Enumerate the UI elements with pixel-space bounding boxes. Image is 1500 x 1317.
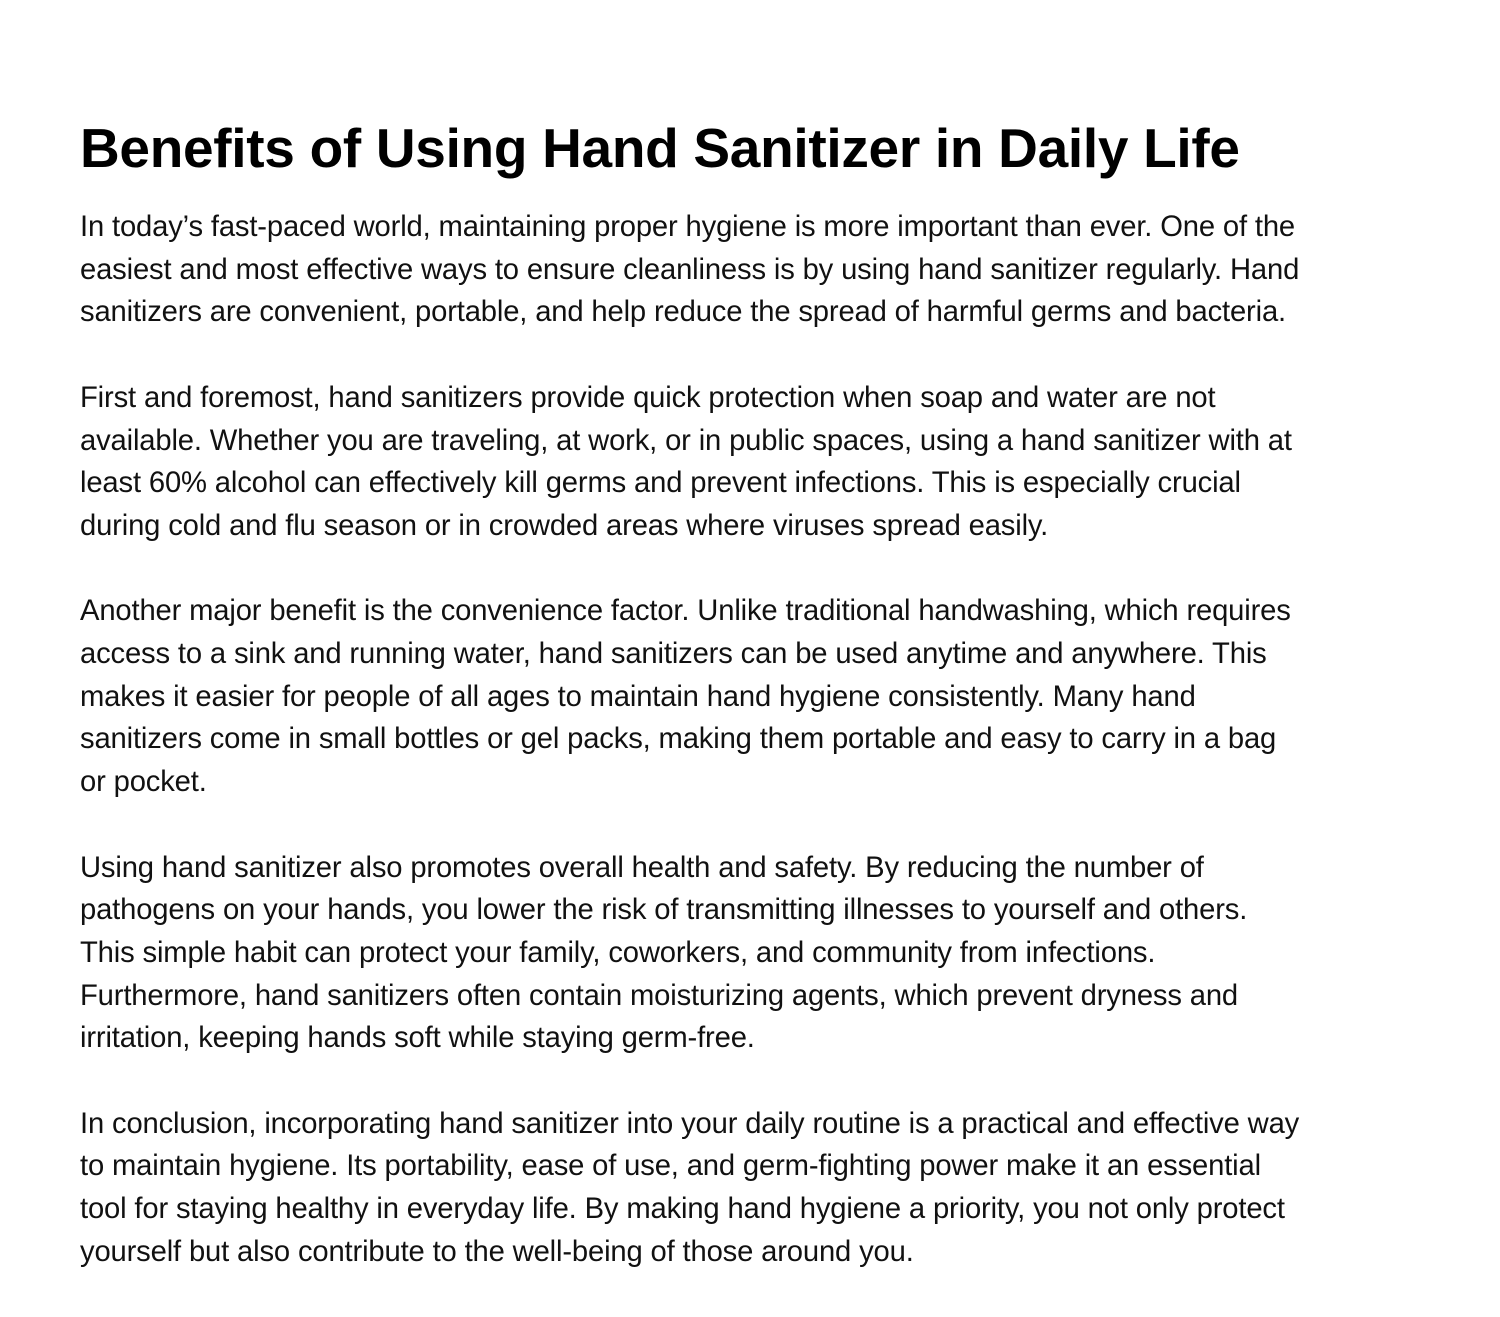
paragraph-line: to maintain hygiene. Its portability, ease of use, and germ-fighting power make it an essential [80,1150,1261,1183]
paragraph-health-safety [80,847,1450,1061]
paragraph-line: access to a sink and running water, hand sanitizers can be used anytime and anywhere. This [80,638,1267,670]
paragraph-line: during cold and flu season or in crowded areas where viruses spread easily. [80,509,1049,542]
paragraph-line: makes it easier for people of all ages to maintain hand hygiene consistently. Many hand [80,680,1196,713]
paragraph-line: easiest and most effective ways to ensure cleanliness is by using hand sanitizer regularly. Hand [80,253,1300,286]
paragraph-line: sanitizers come in small bottles or gel packs, making them portable and easy to carry in a bag [80,723,1277,756]
paragraph-intro [80,206,1450,334]
paragraph-line: available. Whether you are traveling, at work, or in public spaces, using a hand sanitizer with at [80,424,1292,457]
paragraph-convenience [80,590,1450,804]
paragraph-line: Furthermore, hand sanitizers often contain moisturizing agents, which prevent dryness and [80,979,1238,1012]
paragraph-line: Another major benefit is the convenience factor. Unlike traditional handwashing, which requires [80,595,1291,628]
paragraph-quick-protection [80,377,1450,548]
paragraph-line: Using hand sanitizer also promotes overall health and safety. By reducing the number of [80,851,1204,884]
paragraph-line: yourself but also contribute to the well-being of those around you. [80,1235,914,1268]
paragraph-line: irritation, keeping hands soft while staying germ-free. [80,1022,755,1055]
paragraph-line: First and foremost, hand sanitizers provide quick protection when soap and water are not [80,381,1216,414]
paragraph-line: pathogens on your hands, you lower the risk of transmitting illnesses to yourself and others. [80,894,1248,927]
paragraph-line: In conclusion, incorporating hand sanitizer into your daily routine is a practical and effective way [80,1107,1300,1140]
document-body [80,112,1450,1274]
paragraph-line: This simple habit can protect your family, coworkers, and community from infections. [80,936,1156,969]
paragraph-line: sanitizers are convenient, portable, and help reduce the spread of harmful germs and bacteria. [80,296,1287,329]
document-title: Benefits of Using Hand Sanitizer in Daily Life [80,117,1240,179]
paragraph-line: tool for staying healthy in everyday life. By making hand hygiene a priority, you not only protect [80,1193,1285,1226]
paragraph-line: or pocket. [80,766,207,799]
paragraph-line: In today’s fast-paced world, maintaining proper hygiene is more important than ever. One of the [80,211,1296,243]
paragraph-conclusion [80,1103,1450,1274]
paragraph-line: least 60% alcohol can effectively kill germs and prevent infections. This is especially crucial [80,467,1241,500]
